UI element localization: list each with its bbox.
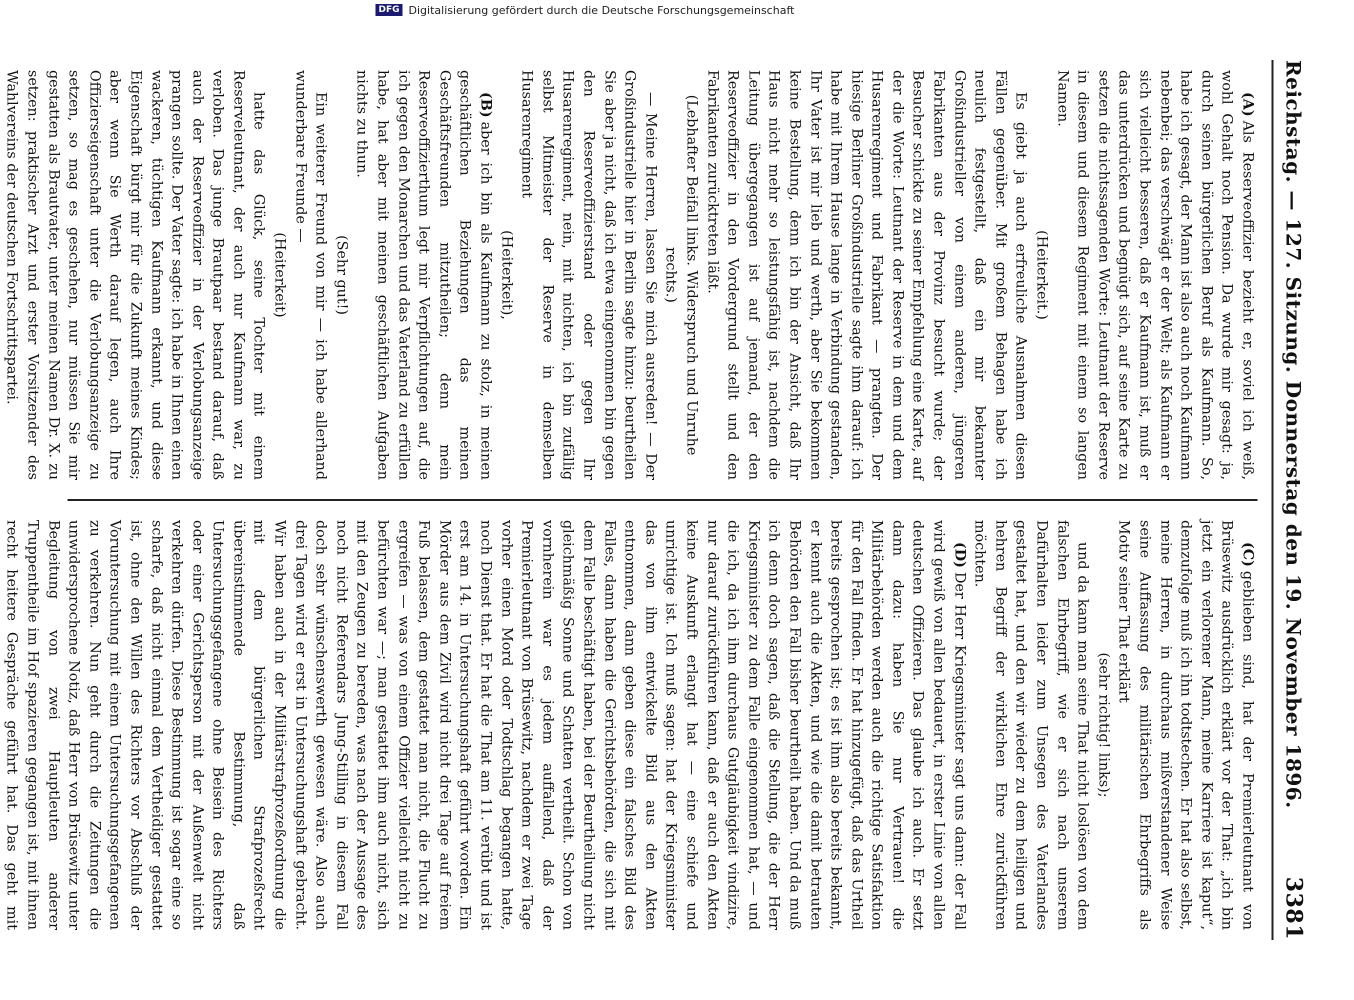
paragraph: Es giebt ja auch erfreuliche Ausnahmen diesen Fällen gegenüber. Mit großem Behagen habe ich neulich festgestellt, daß ein mir bekannter Großindustrieller von einem anderen, jüngeren Fabrikanten aus der Provinz besucht wurde; der Besucher schickte zu seiner Empfehlung eine Karte, auf der die Worte: Leutnant der Reserve in dem und dem Husarenregiment und Fabrikant — prangten. Der hiesige Berliner Großindustrielle sagte ihm darauf: ich habe mit Ihrem Hause lange in Verbindung gestanden, Ihr Vater ist mir lieb und werth, aber Sie bekommen keine Bestellung, denn ich bin der Ansicht, daß Ihr Haus nicht mehr so leistungsfähig ist, nachdem die Leitung übergegangen ist auf jemand, der den Reserveoffizier in den Vordergrund stellt und den Fabrikanten zurücktreten läßt.	[704, 70, 1029, 480]
interjection: (Sehr gut!)	[333, 235, 350, 315]
paragraph: (C)geblieben sind, hat der Premierleutnant von Brüsewitz ausdrücklich erklärt vor der That: „ich bin jetzt ein verlorener Mann, meine Karriere ist kaput“, demzufolge muß ich ihn todtstechen. Er hat also selbst, meine Herren, in durchaus mißverstandener Weise seine Auffassung des militärischen Ehrbegriffs als Motiv seiner That erklärt	[1115, 520, 1256, 930]
margin-marker-a: (A)	[1239, 92, 1256, 117]
paragraph: (D)Der Herr Kriegsminister sagt uns dann: der Fall wird gewiß von allen bedauert, in erster Linie von allen deutschen Offizieren. Das glaube ich auch. Er setzt dann dazu: haben Sie nur Vertrauen! die Militärbehörden werden auch die richtige Satisfaktion für den Fall finden. Er hat hinzugefügt, daß das Urtheil bereits gesprochen ist; es ist ihm also bereits bekannt, er kennt auch die Akten, und wie die damit betrauten Behörden den Fall bisher beurtheilt haben. Und da muß ich denn doch sagen, daß die Stellung, die der Herr Kriegsminister zu dem Falle eingenommen hat, — und die ich, da ich ihm durchaus Gutgläubigkeit vindizire, nur darauf zurückführen kann, daß er auch den Akten keine Auskunft erlangt hat — eine schiefe und unrichtige ist. Ich muß sagen: hat der Kriegsminister das von ihm entwickelte Bild aus den Akten entnommen, dann geben diese ein falsches Bild des Falles, dann haben die Gerichtsbehörden, die sich mit dem Falle beschäftigt haben, bei der Beurtheilung nicht gleichmäßig Sonne und Schatten vertheilt. Schon von vornherein war es jedem auffallend, daß der Premierleutnant von Brüsewitz, nachdem er zwei Tage vorher einen Mord oder Todtschlag begangen hatte, noch Dienst that. Er hat die That am 11. verübt und ist erst am 14. in Untersuchungshaft geführt worden. Ein Mörder aus dem Zivil wird nicht drei Tage auf freiem Fuß belassen, dem gestattet man nicht, die Flucht zu ergreifen — was von einem Offizier vielleicht nicht zu befürchten war —; man gestattet ihm auch nicht, sich mit den Zeugen zu bereden, was nach der Aussage des noch nicht Referendars Jung-Stilling in diesem Fall doch sehr wünschenswerth gewesen wäre. Also auch drei Tagen wird er erst in Untersuchungshaft gebracht. Wir haben auch in der Militärstrafprozeßordnung die mit dem bürgerlichen Strafprozeßrecht übereinstimmende Bestimmung, daß Untersuchungsgefangene ohne Beisein des Richters oder einer Gerichtsperson mit der Außenwelt nicht verkehren dürfen. Diese Bestimmung ist sogar eine so scharfe, daß nicht einmal dem Vertheidiger gestattet ist, ohne den Willen des Richters vor Abschluß der Voruntersuchung mit einem Untersuchungsgefangenen zu verkehren. Nun geht durch die Zeitungen die unwidersprochene Notiz, daß Herr von Brüsewitz unter Begleitung von zwei Hauptleuten anderer Truppentheile im Hof spazieren gegangen ist, mit ihnen recht heitere Gespräche geführt hat. Das geht mit	[3, 520, 968, 930]
dfg-logo: DFG	[376, 4, 403, 16]
margin-marker-b: (B)	[477, 92, 494, 118]
column-divider	[68, 499, 1258, 501]
interjection: (Heiterkeit),	[498, 230, 515, 320]
digitization-credit	[376, 0, 1336, 20]
left-column	[3, 60, 1258, 490]
page-number: 3381	[1280, 876, 1307, 940]
paragraph: Ein weiterer Freund von mir — ich habe allerhand wunderbare Freunde —	[292, 70, 329, 480]
page-header	[1272, 60, 1314, 940]
paragraph: (A)Als Reserveoffizier bezieht er, soviel ich weiß, wohl Gehalt noch Pension. Da wurde mir gesagt: ja, durch seinen bürgerlichen Beruf als Kaufmann. So, habe ich gesagt, der Mann ist also auch noch Kaufmann nebenbei; das verschwägt er der Welt; als Kaufmann er sich vielleicht besseren, daß er Kaufmann ist, muß er das unterdrücken und begnügt sich, auf seine Karte zu setzen die nichtssagenden Worte: Leutnant der Reserve in diesem und diesem Regiment mit einem so langen Namen.	[1054, 70, 1256, 480]
margin-marker-d: (D)	[951, 542, 968, 568]
document-page	[1, 0, 1354, 1000]
margin-marker-c: (C)	[1239, 542, 1256, 567]
credit-text: Digitalisierung gefördert durch die Deutsche Forschungsgemeinschaft	[408, 3, 795, 17]
right-column	[3, 510, 1258, 940]
interjection: (Heiterkeit.)	[1033, 230, 1050, 320]
text-columns	[3, 60, 1258, 940]
paragraph: und da kann man seine That nicht loslösen von dem falschen Ehrbegriff, wie er sich nach unserem Dafürhalten leider zum Unsegen des Vaterlandes gestaltet hat, und den wir wieder zu dem heiligen und hehren Begriff der wirklichen Ehre zurückführen möchten.	[971, 520, 1091, 930]
interjection: (sehr richtig! links);	[1095, 652, 1112, 798]
paragraph: (B)aber ich bin als Kaufmann zu stolz, in meinen geschäftlichen Beziehungen das meinen Geschäftsfreunden mitzutheilen; denn mein Reserveoffizierthum legt mir Verpflichtungen auf, die ich gegen den Monarchen und das Vaterland zu erfüllen habe, hat aber mit meinen geschäftlichen Aufgaben nichts zu thun.	[353, 70, 494, 480]
paragraph: hatte das Glück, seine Tochter mit einem Reserveleutnant, der auch nur Kaufmann war, zu verloben. Das junge Brautpaar bestand darauf, daß auch der Reserveoffizier in der Verlobungsanzeige prangen sollte. Der Vater sagte: ich habe in Ihnen einen wackeren, tüchtigen Kaufmann erkannt, und diese Eigenschaft bürgt mir für die Zukunft meines Kindes; aber wenn Sie Werth darauf legen, auch Ihre Offizierseigenschaft unter die Verlobungsanzeige zu setzen, so mag es geschehen, nur müssen Sie mir gestatten als Brautvater, unter meinen Namen Dr. X. zu setzen: praktischer Arzt und erster Vorsitzender des Wahlvereins der deutschen Fortschrittspartei.	[3, 70, 267, 480]
paragraph: — Meine Herren, lassen Sie mich ausreden! — Der Großindustrielle hier in Berlin sagte hinzu: beurtheilen Sie aber ja nicht, daß ich etwa eingenommen bin gegen den Reserveoffizierstand oder gegen Ihr Husarenregiment, nein, mit nichten, ich bin zufällig selbst Mitmeister der Reserve in demselben Husarenregiment	[518, 70, 659, 480]
interjection: (Lebhafter Beifall links. Widerspruch und Unruhe rechts.)	[662, 94, 700, 456]
interjection: (Heiterkeit)	[271, 232, 288, 318]
header-title: Reichstag. — 127. Sitzung. Donnerstag den 19. November 1896.	[1281, 60, 1306, 809]
